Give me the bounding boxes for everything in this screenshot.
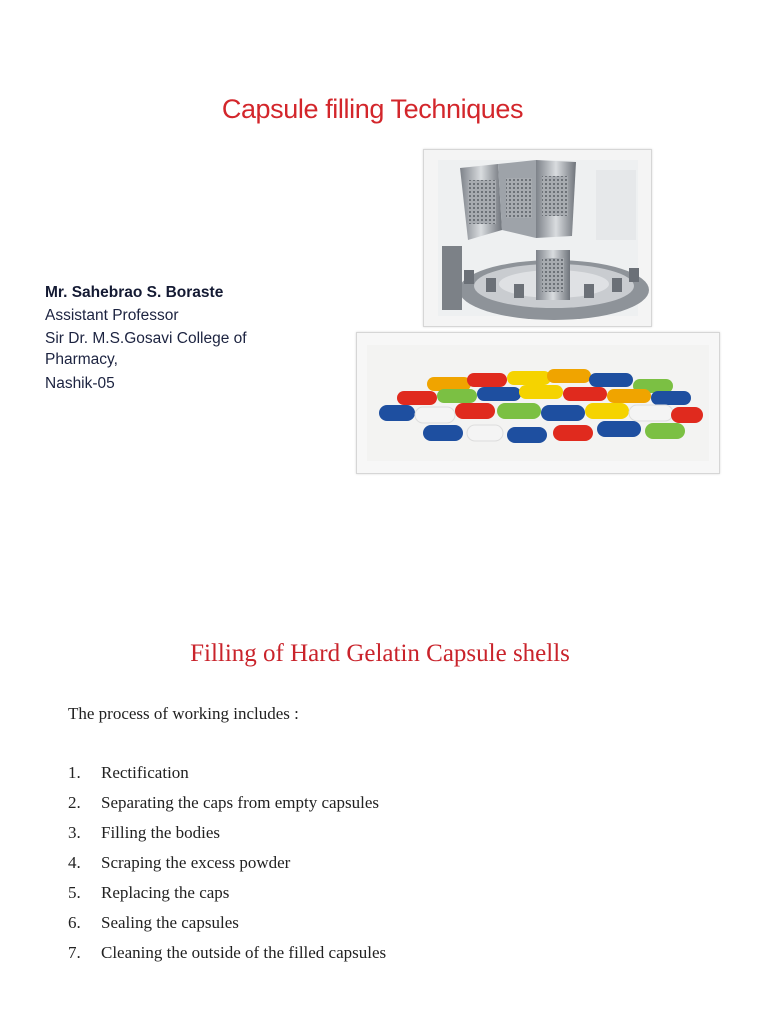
step-number: 1. [68,763,81,782]
machine-illustration [424,150,651,326]
list-item [68,850,386,880]
list-item [68,910,386,940]
author-college-line1: Sir Dr. M.S.Gosavi College of [45,330,247,347]
list-item [68,820,386,850]
capsules-illustration [357,333,719,473]
capsules-image [356,332,720,474]
slide-title: Capsule filling Techniques [221,94,524,124]
list-item [68,760,386,790]
list-item [68,880,386,910]
section-title: Filling of Hard Gelatin Capsule shells [190,640,570,667]
step-text: Cleaning the outside of the filled capsules [101,943,387,962]
step-text: Separating the caps from empty capsules [101,793,380,812]
author-block [45,282,305,394]
list-item [68,790,386,820]
list-item [68,940,386,970]
step-text: Rectification [101,763,189,782]
capsule-machine-image [423,149,652,327]
step-text: Sealing the capsules [101,913,239,932]
step-text: Scraping the excess powder [101,853,291,872]
slide-1 [0,0,768,500]
step-text: Filling the bodies [101,823,220,842]
step-number: 4. [68,853,81,872]
author-city: Nashik-05 [45,375,115,392]
author-name: Mr. Sahebrao S. Boraste [45,284,224,301]
author-college-line2: Pharmacy, [45,351,118,368]
step-text: Replacing the caps [101,883,230,902]
intro-text: The process of working includes : [68,704,299,723]
step-number: 2. [68,793,81,812]
step-number: 7. [68,943,81,962]
author-role: Assistant Professor [45,307,179,324]
steps-list [68,760,386,970]
step-number: 3. [68,823,81,842]
step-number: 6. [68,913,81,932]
step-number: 5. [68,883,81,902]
